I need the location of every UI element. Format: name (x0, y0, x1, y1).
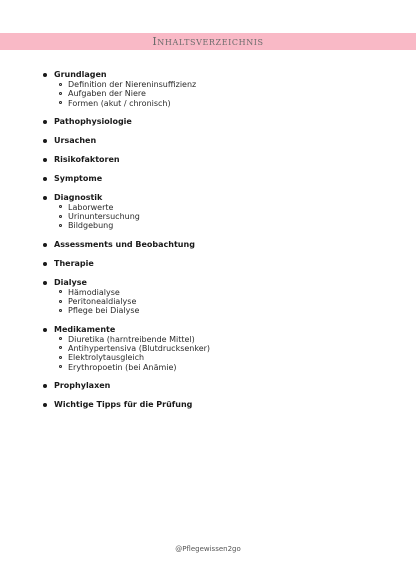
toc-subitem: Elektrolytausgleich (68, 353, 394, 362)
toc-item-label: Symptome (54, 174, 394, 184)
toc-subitem: Erythropoetin (bei Anämie) (68, 363, 394, 372)
toc-item-dialyse (54, 278, 394, 316)
toc-item-label: Ursachen (54, 136, 394, 146)
toc-subitem: Hämodialyse (68, 288, 394, 297)
toc-item-ursachen (54, 136, 394, 146)
toc-item-symptome (54, 174, 394, 184)
toc-item-label: Therapie (54, 259, 394, 269)
toc-subitem: Diuretika (harntreibende Mittel) (68, 335, 394, 344)
toc-subitem: Pflege bei Dialyse (68, 306, 394, 315)
page-title: Inhaltsverzeichnis (152, 35, 264, 48)
toc-item-label: Medikamente (54, 325, 394, 335)
toc-subitems (54, 80, 394, 108)
toc-item-pathophysiologie (54, 117, 394, 127)
toc-subitem: Bildgebung (68, 221, 394, 230)
toc-subitems (54, 203, 394, 231)
toc-item-label: Wichtige Tipps für die Prüfung (54, 400, 394, 410)
table-of-contents (54, 70, 394, 410)
toc-item-grundlagen (54, 70, 394, 108)
toc-item-label: Grundlagen (54, 70, 394, 80)
toc-item-therapie (54, 259, 394, 269)
toc-subitems (54, 335, 394, 372)
toc-item-pruefungstipps (54, 400, 394, 410)
toc-item-label: Diagnostik (54, 193, 394, 203)
toc-item-risikofaktoren (54, 155, 394, 165)
toc-item-label: Risikofaktoren (54, 155, 394, 165)
toc-subitems (54, 288, 394, 316)
toc-subitem: Aufgaben der Niere (68, 89, 394, 98)
footer-handle: @Pflegewissen2go (175, 545, 241, 553)
toc-subitem: Laborwerte (68, 203, 394, 212)
toc-item-diagnostik (54, 193, 394, 231)
toc-item-label: Dialyse (54, 278, 394, 288)
toc-item-assessments (54, 240, 394, 250)
toc-item-label: Assessments und Beobachtung (54, 240, 394, 250)
toc-item-prophylaxen (54, 381, 394, 391)
toc-item-label: Pathophysiologie (54, 117, 394, 127)
toc-subitem: Urinuntersuchung (68, 212, 394, 221)
toc-subitem: Formen (akut / chronisch) (68, 99, 394, 108)
toc-item-medikamente (54, 325, 394, 372)
toc-subitem: Peritonealdialyse (68, 297, 394, 306)
toc-subitem: Definition der Niereninsuffizienz (68, 80, 394, 89)
toc-item-label: Prophylaxen (54, 381, 394, 391)
toc-subitem: Antihypertensiva (Blutdrucksenker) (68, 344, 394, 353)
